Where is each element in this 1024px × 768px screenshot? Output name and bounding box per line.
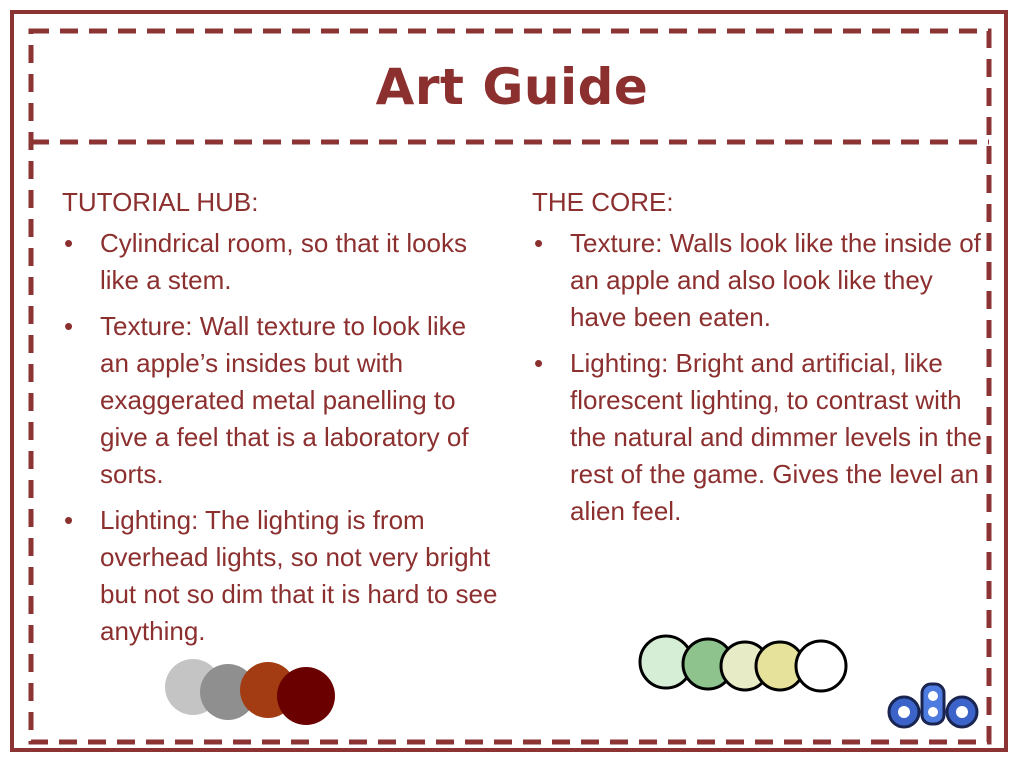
the-core-palette (640, 636, 846, 691)
list-item: • Texture: Walls look like the inside of an apple and also look like they have been eaten. (534, 228, 981, 332)
list-item: • Cylindrical room, so that it looks like a stem. (64, 228, 468, 295)
core-swatch-5 (796, 641, 846, 691)
list-item: • Lighting: The lighting is from overhead lights, so not very bright but not so dim that it is hard to see anything. (64, 505, 498, 646)
list-item: • Lighting: Bright and artificial, like florescent lighting, to contrast with the natural and dimmer levels in the rest of the game. Gives the level an alien feel. (534, 348, 982, 526)
page-title: Art Guide (375, 58, 649, 116)
hub-swatch-4 (277, 667, 335, 725)
list-item: • Texture: Wall texture to look like an apple’s insides but with exaggerated metal panelling to give a feel that is a laboratory of sorts. (64, 311, 469, 489)
obo-logo-icon (886, 680, 982, 730)
tutorial-hub-palette (165, 659, 335, 725)
the-core-heading: THE CORE: (532, 187, 674, 217)
tutorial-hub-heading: TUTORIAL HUB: (62, 187, 259, 217)
